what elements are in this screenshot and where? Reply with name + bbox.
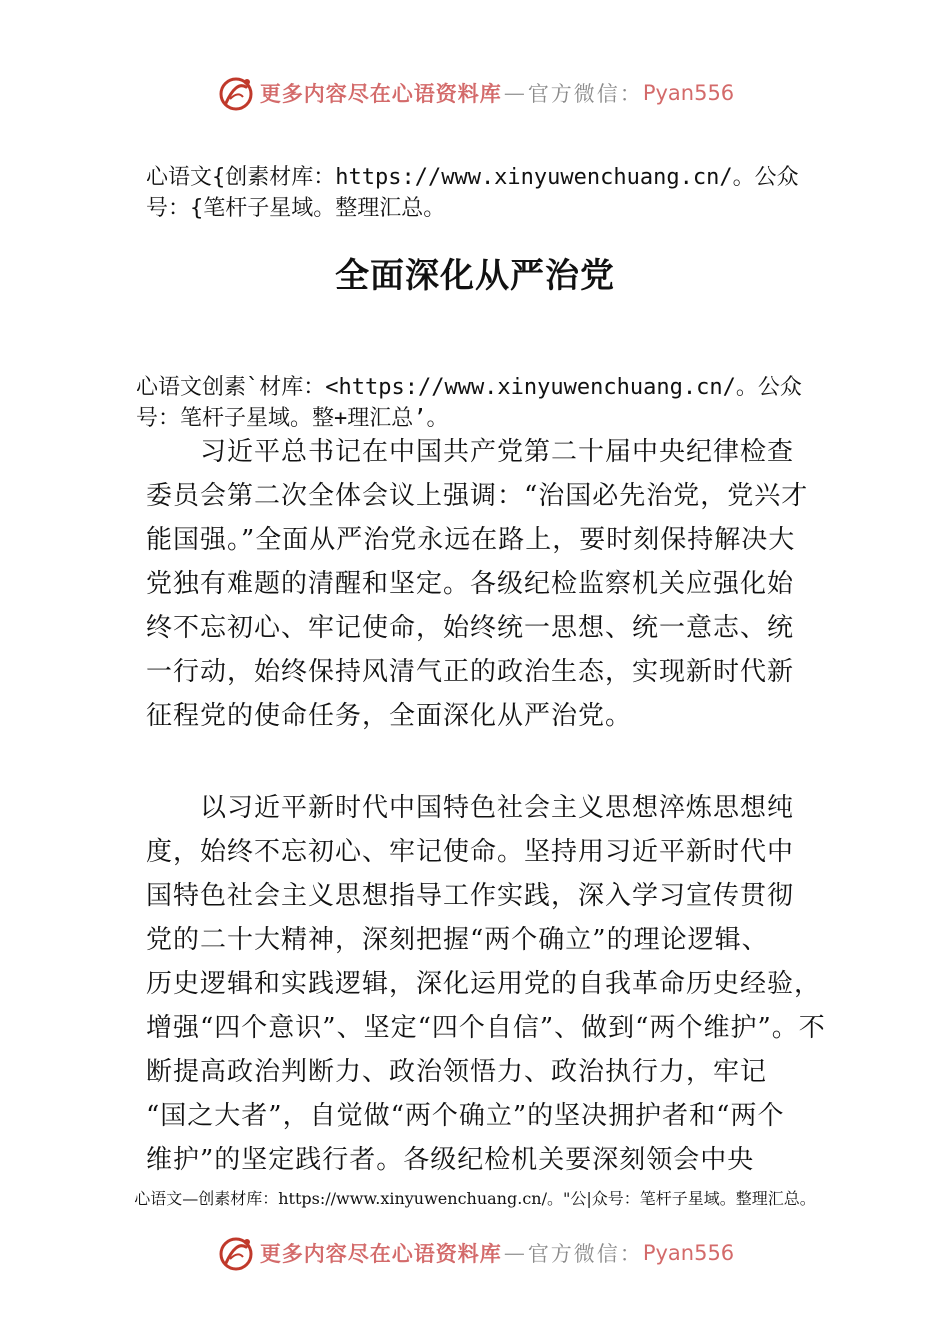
paragraph-line: 历史逻辑和实践逻辑，深化运用党的自我革命历史经验，: [146, 969, 822, 999]
banner-wechat-label: 官方微信：: [527, 82, 643, 106]
paragraph-line: 习近平总书记在中国共产党第二十届中央纪律检查: [200, 437, 795, 467]
banner-text: 更多内容尽在心语资料库: [259, 1241, 502, 1266]
paragraph-line: 国特色社会主义思想指导工作实践，深入学习宣传贯彻: [146, 881, 795, 911]
header-banner: [0, 68, 950, 118]
banner-dash: —: [503, 1241, 526, 1265]
footer-banner: [0, 1228, 950, 1278]
paragraph-line: 以习近平新时代中国特色社会主义思想淬炼思想纯: [200, 793, 795, 823]
paragraph-line: 委员会第二次全体会议上强调：“治国必先治党，党兴才: [146, 481, 809, 511]
source-note-2: [136, 372, 802, 434]
seal-logo-icon: [216, 73, 256, 113]
paragraph-line: 增强“四个意识”、坚定“四个自信”、做到“两个维护”。不: [146, 1013, 826, 1043]
banner-text: 更多内容尽在心语资料库: [259, 81, 502, 106]
paragraph-line: 能国强。”全面从严治党永远在路上，要时刻保持解决大: [146, 525, 796, 555]
paragraph-line: 征程党的使命任务，全面深化从严治党。: [146, 701, 633, 731]
source-note-line: 心语文创素`材库：<https://www.xinyuwenchuang.cn/。公众: [136, 375, 802, 400]
paragraph-line: 终不忘初心、牢记使命，始终统一思想、统一意志、统: [146, 613, 795, 643]
paragraph-1: [146, 430, 846, 738]
paragraph-line: “国之大者”，自觉做“两个确立”的坚决拥护者和“两个: [146, 1101, 785, 1131]
paragraph-line: 一行动，始终保持风清气正的政治生态，实现新时代新: [146, 657, 795, 687]
banner-wechat-id: Pyan556: [642, 81, 735, 105]
paragraph-line: 维护”的坚定践行者。各级纪检机关要深刻领会中央: [146, 1145, 755, 1175]
banner-dash: —: [503, 81, 526, 105]
paragraph-line: 断提高政治判断力、政治领悟力、政治执行力，牢记: [146, 1057, 768, 1087]
source-note-line: 号：{笔杆子星域。整理汇总。: [146, 196, 446, 221]
paragraph-2: [146, 786, 846, 1182]
paragraph-line: 党独有难题的清醒和坚定。各级纪检监察机关应强化始: [146, 569, 795, 599]
banner-wechat-id: Pyan556: [642, 1241, 735, 1265]
paragraph-line: 党的二十大精神，深刻把握“两个确立”的理论逻辑、: [146, 925, 769, 955]
document-title: 全面深化从严治党: [335, 256, 615, 296]
source-note-1: [146, 162, 799, 224]
paragraph-line: 度，始终不忘初心、牢记使命。坚持用习近平新时代中: [146, 837, 795, 867]
footer-source-note: 心语文—创素材库：https://www.xinyuwenchuang.cn/。"公|众号：笔杆子星域。整理汇总。: [134, 1189, 816, 1208]
source-note-line: 号：笔杆子星域。整+理汇总’。: [136, 406, 449, 431]
seal-logo-icon: [216, 1233, 256, 1273]
banner-wechat-label: 官方微信：: [527, 1242, 643, 1266]
source-note-line: 心语文{创素材库：https://www.xinyuwenchuang.cn/。公众: [146, 165, 799, 190]
